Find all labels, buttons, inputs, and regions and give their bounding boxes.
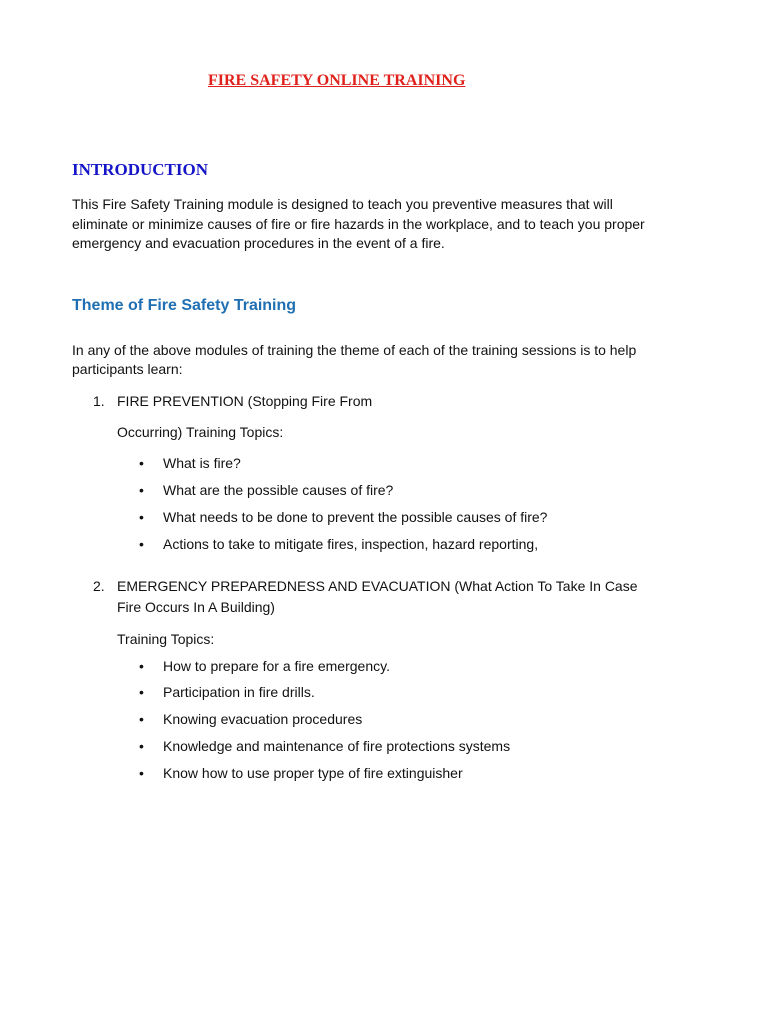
topic-item: How to prepare for a fire emergency. — [163, 658, 390, 674]
topic-item: Participation in fire drills. — [163, 684, 315, 700]
bullet-icon: • — [139, 765, 144, 781]
introduction-paragraph — [72, 195, 702, 254]
topic-item: Actions to take to mitigate fires, inspection, hazard reporting, — [163, 536, 539, 552]
topic-item: Knowledge and maintenance of fire protections systems — [163, 738, 511, 754]
topic-item: What are the possible causes of fire? — [163, 482, 394, 498]
bullet-icon: • — [139, 738, 144, 754]
introduction-line: eliminate or minimize causes of fire or fire hazards in the workplace, and to teach you proper — [72, 215, 645, 232]
bullet-icon: • — [139, 455, 144, 471]
topic-item: Know how to use proper type of fire extinguisher — [163, 765, 463, 781]
theme-intro-paragraph — [72, 341, 712, 379]
topic-item: Knowing evacuation procedures — [163, 711, 363, 727]
topic-item: What needs to be done to prevent the possible causes of fire? — [163, 509, 548, 525]
theme-intro-line: In any of the above modules of training the theme of each of the training sessions is to help — [72, 342, 637, 358]
theme-intro-line: participants learn: — [72, 361, 183, 377]
introduction-heading: INTRODUCTION — [72, 160, 209, 179]
bullet-icon: • — [139, 536, 144, 552]
introduction-line: emergency and evacuation procedures in the event of a fire. — [72, 235, 445, 251]
document-title: FIRE SAFETY ONLINE TRAINING — [208, 72, 466, 89]
bullet-icon: • — [139, 482, 144, 498]
section-title-line: Fire Occurs In A Building) — [117, 599, 275, 615]
section-title-line: Occurring) Training Topics: — [117, 424, 284, 440]
introduction-line: This Fire Safety Training module is designed to teach you preventive measures that will — [72, 196, 613, 212]
section-title-line: FIRE PREVENTION (Stopping Fire From — [117, 393, 373, 409]
topic-item: What is fire? — [163, 455, 241, 471]
section-number: 2. — [93, 578, 105, 594]
bullet-icon: • — [139, 684, 144, 700]
topics-label: Training Topics: — [117, 631, 215, 647]
bullet-icon: • — [139, 509, 144, 525]
section-number: 1. — [93, 393, 105, 409]
bullet-icon: • — [139, 658, 144, 674]
section-title-line: EMERGENCY PREPAREDNESS AND EVACUATION (What Action To Take In Case — [117, 578, 638, 594]
theme-heading: Theme of Fire Safety Training — [72, 297, 297, 314]
bullet-icon: • — [139, 711, 144, 727]
